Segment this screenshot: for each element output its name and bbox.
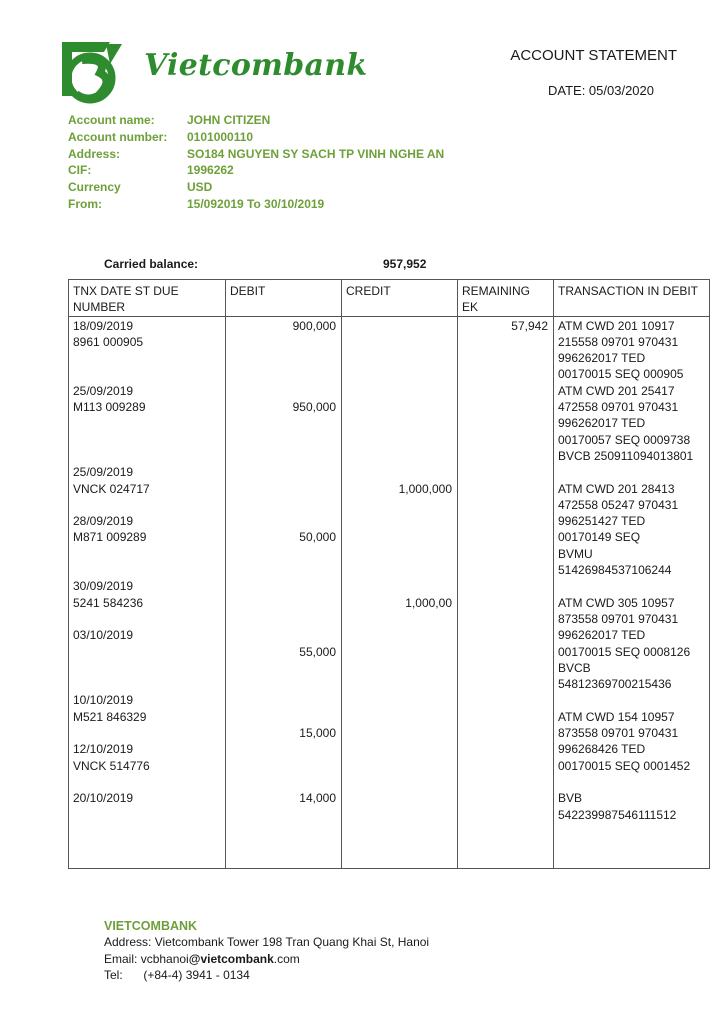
carried-balance-value: 957,952	[383, 257, 427, 271]
cell-desc: 996268426 TED	[558, 742, 646, 757]
info-value: 0101000110	[187, 129, 254, 144]
cell-debit: 15,000	[299, 726, 336, 741]
footer-address-label: Address:	[104, 935, 152, 950]
cell-desc: 00170057 SEQ 0009738	[558, 432, 691, 447]
info-value: USD	[187, 180, 213, 195]
footer-email	[104, 951, 429, 967]
cell-date: 18/09/2019	[73, 318, 134, 333]
cell-date: 25/09/2019	[73, 383, 134, 398]
cell-date: M113 009289	[73, 400, 146, 415]
cell-desc: ATM CWD 305 10957	[558, 595, 675, 610]
footer	[104, 918, 429, 984]
info-label: Address:	[68, 146, 121, 161]
cell-date: VNCK 024717	[73, 481, 150, 496]
cell-desc: 472558 05247 970431	[558, 497, 679, 512]
col-header-remaining: REMAINING EK	[458, 280, 554, 317]
cell-credit: 1,000,000	[398, 481, 452, 496]
cell-desc: 00170015 SEQ 0008126	[558, 644, 691, 659]
col-header-credit: CREDIT	[342, 280, 458, 317]
col-header-debit: DEBIT	[226, 280, 342, 317]
vietcombank-emblem-icon	[60, 40, 126, 106]
cell-date: M871 009289	[73, 530, 147, 545]
cell-desc: 472558 09701 970431	[558, 400, 679, 415]
table-row	[69, 316, 710, 868]
col-header-date: TNX DATE ST DUE NUMBER	[69, 280, 226, 317]
cell-desc: 54812369700215436	[558, 677, 672, 692]
credit-column	[342, 316, 458, 868]
transaction-table	[68, 279, 710, 869]
cell-date: 25/09/2019	[73, 465, 134, 480]
cell-desc: ATM CWD 154 10957	[558, 709, 675, 724]
cell-date: 12/10/2019	[73, 742, 134, 757]
info-label: Account number:	[68, 129, 168, 144]
cell-date: 30/09/2019	[73, 579, 134, 594]
footer-bank-name: VIETCOMBANK	[104, 919, 198, 933]
cell-debit: 50,000	[299, 530, 336, 545]
info-value: JOHN CITIZEN	[187, 113, 271, 127]
cell-date: 03/10/2019	[73, 628, 134, 643]
info-value: 15/092019 To 30/10/2019	[187, 196, 325, 211]
cell-desc: 996251427 TED	[558, 514, 646, 529]
cell-date: M521 846329	[73, 709, 147, 724]
footer-email-link[interactable]: vcbhanoi@vietcombank.com	[140, 951, 300, 966]
cell-desc: 996262017 TED	[558, 416, 646, 431]
info-label: Account name:	[68, 113, 155, 127]
cell-date: 8961 000905	[73, 334, 144, 349]
cell-desc: 873558 09701 970431	[558, 726, 679, 741]
cell-date: 10/10/2019	[73, 693, 134, 708]
info-label: Currency	[68, 180, 121, 195]
cell-desc: 996262017 TED	[558, 628, 646, 643]
date-column	[69, 316, 226, 868]
cell-desc: ATM CWD 201 28413	[558, 481, 675, 496]
cell-desc: 00170015 SEQ 0001452	[558, 758, 691, 773]
cell-date: 28/09/2019	[73, 514, 134, 529]
statement-title: ACCOUNT STATEMENT	[510, 47, 677, 64]
cell-debit: 950,000	[292, 400, 336, 415]
cell-desc: BVB	[558, 791, 583, 806]
cell-desc: BVCB	[558, 660, 591, 675]
info-value: 1996262	[187, 163, 234, 178]
cell-desc: 00170015 SEQ 000905	[558, 367, 684, 382]
cell-desc: 996262017 TED	[558, 351, 646, 366]
footer-tel-label: Tel:	[104, 968, 123, 983]
cell-remaining: 57,942	[511, 318, 548, 333]
cell-debit: 14,000	[299, 791, 336, 806]
carried-balance-label: Carried balance:	[104, 257, 199, 271]
cell-desc: 873558 09701 970431	[558, 611, 679, 626]
statement-date: DATE: 05/03/2020	[548, 83, 654, 98]
footer-address	[104, 934, 429, 950]
cell-credit: 1,000,00	[405, 595, 452, 610]
cell-desc: ATM CWD 201 10917	[558, 318, 675, 333]
cell-desc: 215558 09701 970431	[558, 334, 679, 349]
cell-desc: BVMU	[558, 546, 593, 561]
col-header-transaction: TRANSACTION IN DEBIT	[554, 280, 710, 317]
bank-wordmark: Vietcombank	[144, 48, 368, 83]
info-label: CIF:	[68, 163, 92, 178]
bank-logo	[60, 40, 368, 106]
cell-desc: 00170149 SEQ	[558, 530, 641, 545]
debit-column	[226, 316, 342, 868]
footer-tel	[104, 967, 429, 983]
cell-date: 20/10/2019	[73, 791, 134, 806]
cell-date: VNCK 514776	[73, 758, 150, 773]
footer-email-label: Email:	[104, 951, 138, 966]
cell-desc: BVCB 250911094013801	[558, 448, 694, 463]
cell-desc: 542239987546111512	[558, 807, 677, 822]
footer-address-value: Vietcombank Tower 198 Tran Quang Khai St, Hanoi	[154, 935, 430, 950]
transaction-column	[554, 316, 710, 868]
remaining-column	[458, 316, 554, 868]
cell-debit: 900,000	[292, 318, 336, 333]
info-label: From:	[68, 196, 102, 211]
footer-tel-value: (+84-4) 3941 - 0134	[143, 968, 250, 983]
table-header-row	[69, 280, 710, 317]
cell-date: 5241 584236	[73, 595, 144, 610]
cell-desc: 51426984537106244	[558, 563, 672, 578]
cell-desc: ATM CWD 201 25417	[558, 383, 675, 398]
info-value: SO184 NGUYEN SY SACH TP VINH NGHE AN	[187, 146, 445, 161]
cell-debit: 55,000	[299, 644, 336, 659]
